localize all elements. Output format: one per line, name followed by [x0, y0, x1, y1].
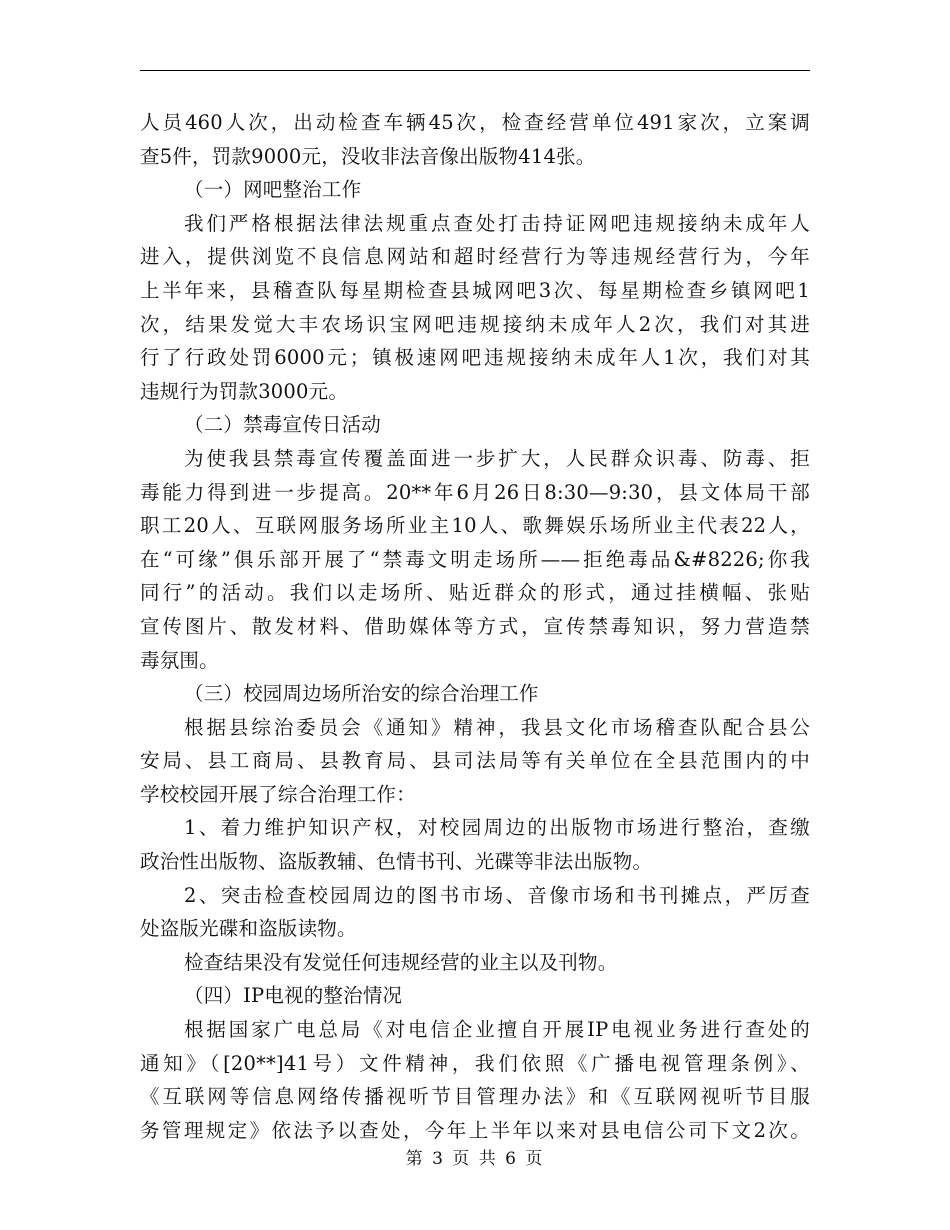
- section-heading: （三）校园周边场所治安的综合治理工作: [184, 682, 539, 706]
- header-rule: [140, 70, 810, 71]
- paragraph-line: 行了行政处罚6000元；镇极速网吧违规接纳未成年人1次，我们对其: [140, 346, 810, 370]
- paragraph-line: 检查结果没有发觉任何违规经营的业主以及刊物。: [184, 950, 618, 974]
- page-number-footer: 第 3 页 共 6 页: [405, 1149, 545, 1169]
- paragraph-line: 安局、县工商局、县教育局、县司法局等有关单位在全县范围内的中: [140, 749, 810, 773]
- paragraph-line: 《互联网等信息网络传播视听节目管理办法》和《互联网视听节目服: [140, 1085, 810, 1109]
- paragraph-line: 上半年来，县稽查队每星期检查县城网吧3次、每星期检查乡镇网吧1: [140, 278, 810, 302]
- list-item: 2、突击检查校园周边的图书市场、音像市场和书刊摊点，严厉查: [184, 883, 810, 907]
- paragraph-line: 宣传图片、散发材料、借助媒体等方式，宣传禁毒知识，努力营造禁: [140, 614, 810, 638]
- paragraph-line: 学校校园开展了综合治理工作：: [140, 782, 416, 806]
- list-item: 1、着力维护知识产权，对校园周边的出版物市场进行整治，查缴: [184, 816, 810, 840]
- section-heading: （二）禁毒宣传日活动: [184, 413, 382, 437]
- section-heading: （一）网吧整治工作: [184, 178, 362, 202]
- paragraph-line: 进入，提供浏览不良信息网站和超时经营行为等违规经营行为，今年: [140, 245, 810, 269]
- paragraph-line: 为使我县禁毒宣传覆盖面进一步扩大，人民群众识毒、防毒、拒: [184, 446, 810, 470]
- paragraph-line: 职工20人、互联网服务场所业主10人、歌舞娱乐场所业主代表22人，: [140, 514, 810, 538]
- paragraph-line: 根据县综治委员会《通知》精神，我县文化市场稽查队配合县公: [184, 715, 810, 739]
- document-body: [140, 106, 810, 1147]
- paragraph-line: 违规行为罚款3000元。: [140, 379, 349, 403]
- paragraph-line: 在“可缘”俱乐部开展了“禁毒文明走场所——拒绝毒品&#8226;你我: [140, 547, 810, 571]
- paragraph-line: 人员460人次，出动检查车辆45次，检查经营单位491家次，立案调: [140, 111, 810, 134]
- paragraph-line: 次，结果发觉大丰农场识宝网吧违规接纳未成年人2次，我们对其进: [140, 312, 810, 336]
- paragraph-line: 毒氛围。: [140, 648, 219, 672]
- paragraph-line: 毒能力得到进一步提高。20**年6月26日8:30—9:30，县文体局干部: [140, 480, 810, 504]
- paragraph-line: 根据国家广电总局《对电信企业擅自开展IP电视业务进行查处的: [184, 1018, 810, 1042]
- paragraph-line: 务管理规定》依法予以查处，今年上半年以来对县电信公司下文2次。: [140, 1118, 810, 1142]
- paragraph-line: 处盗版光碟和盗版读物。: [140, 917, 357, 941]
- paragraph-line: 我们严格根据法律法规重点查处打击持证网吧违规接纳未成年人: [184, 211, 810, 235]
- paragraph-line: 同行”的活动。我们以走场所、贴近群众的形式，通过挂横幅、张贴: [140, 581, 810, 605]
- paragraph-line: 通知》（[20**]41号）文件精神，我们依照《广播电视管理条例》、: [140, 1051, 810, 1075]
- section-heading: （四）IP电视的整治情况: [184, 984, 403, 1008]
- paragraph-line: 政治性出版物、盗版教辅、色情书刊、光碟等非法出版物。: [140, 850, 653, 874]
- paragraph-line: 查5件，罚款9000元，没收非法音像出版物414张。: [140, 144, 596, 168]
